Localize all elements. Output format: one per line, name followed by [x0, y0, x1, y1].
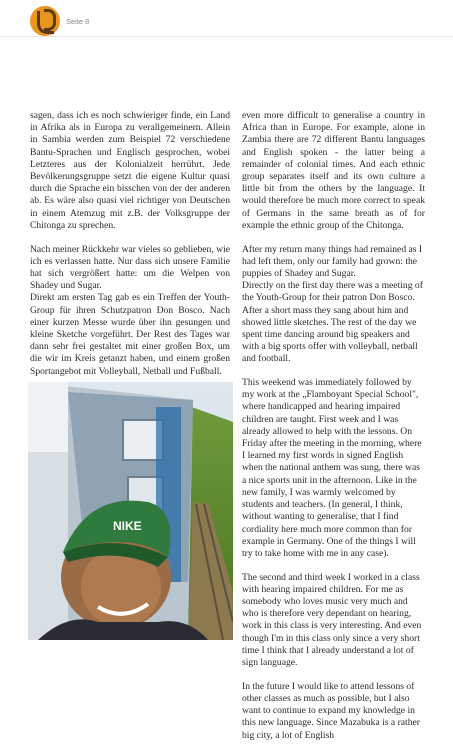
english-text-column: [242, 110, 425, 753]
page-header: [0, 0, 453, 44]
english-paragraph-3: This weekend was immediately followed by my work at the „Flamboyant Special School", where handicapped and hearing impaired children are taught. First week and I was already allowed to help with the lessons. On Friday after the meeting in the morning, where I learned my first words in signed English when the national anthem was sung, there was a nice sports unit in the afternoon. Like in the new family, I was warmly welcomed by students and teachers. (In general, I think, without wanting to generalise, that I find cordiality here much more common than for example in Germany. One of the things I will try to take home with me in any case).: [242, 377, 422, 559]
train-selfie-photo: [28, 382, 233, 640]
german-paragraph-2b: Direkt am ersten Tag gab es ein Treffen der Youth-Group für ihren Schutzpatron Don Bosco. Nach einer kurzen Messe wurde über ihn gesungen und kleine Sketche vorgeführt. Der Rest des Tages war dann sehr frei gestaltet mit einer großen Box, um die wir im Kreis getanzt haben, und einem großen Sportangebot mit Volleyball, Netball und Fußball.: [30, 292, 230, 377]
header-divider: [0, 36, 453, 37]
english-paragraph-4: The second and third week I worked in a class with hearing impaired children. For me as somebody who loves music very much and who is therefore very dependant on hearing, work in this class is very interesting. And even though I'm in this class only since a very short time I think that I already understand a lot of sign language.: [242, 571, 422, 669]
english-paragraph-2b: Directly on the first day there was a meeting of the Youth-Group for their patron Don Bosco. After a short mass they sang about him and showed little sketches. The rest of the day we spent time dancing around big speakers and with a big sports offer with volleyball, netball and football.: [242, 280, 423, 365]
organization-logo-icon: [30, 6, 60, 36]
page-number: Seite 8: [66, 17, 90, 26]
german-paragraph-1: sagen, dass ich es noch schwieriger finde, ein Land in Afrika als in Europa zu verallgemeinern. Allein in Sambia werden zum Beispiel 72 verschiedene Bantu-Sprachen und Englisch gesprochen, wobei Letzteres aus der Kolonialzeit herrührt. Jede Bevölkerungsgruppe setzt die eigene Kultur quasi durch die Sprache ein bisschen von der der anderen ab. Es wäre also quasi viel richtiger von Deutschen in einem Atemzug mit z.B. der Volksgruppe der Chitonga zu sprechen.: [30, 110, 230, 231]
cap-logo-text: NIKE: [113, 519, 142, 533]
german-paragraph-2a: Nach meiner Rückkehr war vieles so geblieben, wie ich es verlassen hatte. Nur dass sich unsere Familie hat sich vergrößert hatte: um die Welpen von Shadey und Sugar.: [30, 243, 230, 292]
english-paragraph-2a: After my return many things had remained as I had left them, only our family had grown: the puppies of Shadey and Sugar.: [242, 243, 423, 279]
english-paragraph-1: even more difficult to generalise a country in Africa than in Europe. For example, alone in Zambia there are 72 different Bantu languages and English spoken - the latter being a remainder of colonial times. And each ethnic group separates itself and its own culture a little bit from the others by the language. It would therefore be much more correct to speak of Germans in the same breath as of for example the ethnic group of the Chitonga.: [242, 110, 425, 231]
english-paragraph-5: In the future I would like to attend lessons of other classes as much as possible, but I also want to continue to expand my knowledge in this new language. Since Mazabuka is a rather big city, a lot of English: [242, 680, 420, 741]
